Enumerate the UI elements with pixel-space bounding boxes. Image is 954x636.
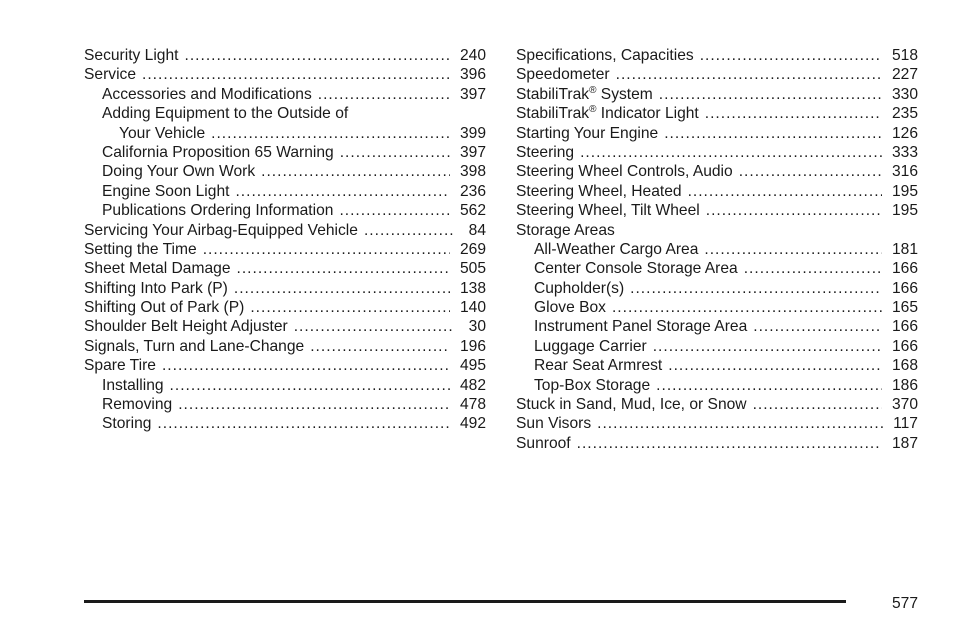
index-entry-label: All-Weather Cargo Area	[534, 240, 699, 258]
index-entry-label: Storage Areas	[516, 221, 615, 239]
index-entry-page: 30	[468, 318, 486, 336]
index-entry	[516, 259, 918, 278]
index-entry-page: 333	[891, 143, 918, 161]
index-entry-label: Specifications, Capacities	[516, 47, 694, 64]
dot-leader	[184, 46, 449, 65]
dot-leader	[753, 395, 882, 414]
index-entry-page: 240	[459, 47, 486, 64]
dot-leader	[597, 414, 883, 433]
index-entry-label: Top-Box Storage	[534, 376, 651, 394]
index-entry-label: California Proposition 65 Warning	[102, 143, 334, 161]
index-entry-page: 117	[893, 415, 918, 433]
index-entry	[516, 395, 918, 414]
index-entry-page: 370	[891, 396, 918, 414]
dot-leader	[577, 434, 882, 453]
index-entry	[516, 85, 918, 104]
dot-leader	[318, 85, 450, 104]
index-entry-label: Sun Visors	[516, 415, 592, 433]
index-entry-page: 399	[459, 124, 486, 142]
index-entry	[84, 65, 486, 84]
index-entry-label: Sheet Metal Damage	[84, 260, 231, 278]
dot-leader	[706, 201, 882, 220]
index-entry-label: Shoulder Belt Height Adjuster	[84, 318, 288, 336]
index-entry-label: Shifting Out of Park (P)	[84, 299, 245, 317]
index-entry-page: 126	[891, 124, 918, 142]
index-entry-page: 165	[891, 299, 918, 317]
index-entry-page: 166	[891, 260, 918, 278]
index-column-right	[516, 46, 918, 453]
dot-leader	[142, 65, 450, 84]
dot-leader	[630, 279, 882, 298]
index-entry	[84, 124, 486, 143]
index-entry-page: 505	[459, 260, 486, 278]
index-entry	[516, 104, 918, 123]
dot-leader	[178, 395, 450, 414]
index-entry	[516, 298, 918, 317]
dot-leader	[170, 376, 450, 395]
dot-leader	[261, 162, 450, 181]
index-entry-page: 397	[459, 85, 486, 103]
index-entry	[84, 201, 486, 220]
index-entry	[516, 376, 918, 395]
index-entry-page: 187	[891, 434, 918, 452]
index-entry-label: Installing	[102, 376, 164, 394]
index-entry	[516, 124, 918, 143]
dot-leader	[310, 337, 450, 356]
dot-leader	[294, 317, 454, 336]
index-entry-label: Publications Ordering Information	[102, 202, 334, 220]
index-entry-page: 492	[459, 415, 486, 433]
index-entry-page: 195	[891, 182, 918, 200]
footer-rule	[84, 600, 846, 603]
dot-leader	[162, 356, 450, 375]
dot-leader	[668, 356, 882, 375]
index-entry-label: Sunroof	[516, 434, 571, 452]
dot-leader	[250, 298, 450, 317]
dot-leader	[364, 221, 454, 240]
index-entry-label: Security Light	[84, 47, 179, 64]
index-entry-page: 195	[891, 202, 918, 220]
index-entry-label: Rear Seat Armrest	[534, 357, 663, 375]
dot-leader	[744, 259, 882, 278]
dot-leader	[704, 240, 882, 259]
index-entry-label: Starting Your Engine	[516, 124, 659, 142]
index-entry	[516, 317, 918, 336]
index-entry	[84, 298, 486, 317]
index-entry-label: Stuck in Sand, Mud, Ice, or Snow	[516, 396, 747, 414]
index-entry-page: 138	[459, 279, 486, 297]
index-entry-label: StabiliTrak® Indicator Light	[516, 103, 699, 123]
index-entry-label: Service	[84, 66, 136, 84]
dot-leader	[211, 124, 450, 143]
dot-leader	[664, 124, 882, 143]
index-entry-label: Removing	[102, 396, 173, 414]
index-entry-label: Spare Tire	[84, 357, 156, 375]
dot-leader	[753, 317, 882, 336]
dot-leader	[237, 259, 450, 278]
index-entry-page: 495	[459, 357, 486, 375]
index-entry	[84, 221, 486, 240]
index-entry-page: 84	[468, 221, 486, 239]
index-column-left	[84, 46, 486, 434]
index-entry-page: 396	[459, 66, 486, 84]
index-entry-label: Adding Equipment to the Outside of	[102, 105, 349, 123]
index-entry-label: Setting the Time	[84, 240, 197, 258]
index-entry	[516, 162, 918, 181]
index-entry-label: Doing Your Own Work	[102, 163, 256, 181]
index-entry-label: Your Vehicle	[119, 124, 206, 142]
registered-mark: ®	[589, 84, 597, 96]
index-entry-label: Speedometer	[516, 66, 610, 84]
dot-leader	[616, 65, 882, 84]
index-entry-page: 562	[459, 202, 486, 220]
index-entry	[516, 240, 918, 259]
index-entry	[84, 182, 486, 201]
index-entry-label: Cupholder(s)	[534, 279, 625, 297]
index-entry	[84, 356, 486, 375]
index-entry-label: Steering	[516, 143, 575, 161]
index-entry-page: 166	[891, 318, 918, 336]
registered-mark: ®	[589, 103, 597, 115]
dot-leader	[157, 414, 450, 433]
dot-leader	[235, 182, 450, 201]
index-entry-page: 186	[891, 376, 918, 394]
dot-leader	[700, 46, 882, 65]
index-entry-page: 166	[891, 337, 918, 355]
index-entry-page: 518	[891, 47, 918, 64]
dot-leader	[234, 279, 450, 298]
index-entry-label: Storing	[102, 415, 152, 433]
index-entry	[84, 46, 486, 65]
index-entry-label: Engine Soon Light	[102, 182, 230, 200]
dot-leader	[659, 85, 882, 104]
index-entry-page: 269	[459, 240, 486, 258]
dot-leader	[688, 182, 882, 201]
dot-leader	[705, 104, 882, 123]
index-entry-label: Instrument Panel Storage Area	[534, 318, 748, 336]
dot-leader	[580, 143, 882, 162]
index-entry-page: 236	[459, 182, 486, 200]
index-entry	[84, 240, 486, 259]
index-entry-label: Servicing Your Airbag-Equipped Vehicle	[84, 221, 358, 239]
index-entry-page: 140	[459, 299, 486, 317]
index-entry	[516, 279, 918, 298]
index-entry	[516, 182, 918, 201]
dot-leader	[340, 143, 450, 162]
index-entry-page: 196	[459, 337, 486, 355]
index-entry-label: StabiliTrak® System	[516, 84, 653, 103]
index-entry	[84, 259, 486, 278]
index-entry-page: 235	[891, 105, 918, 123]
index-entry	[516, 143, 918, 162]
index-entry-page: 168	[891, 357, 918, 375]
index-entry-label: Steering Wheel Controls, Audio	[516, 163, 733, 181]
index-entry	[516, 356, 918, 375]
index-entry-label: Steering Wheel, Tilt Wheel	[516, 202, 700, 220]
index-entry-page: 166	[891, 279, 918, 297]
index-entry-page: 398	[459, 163, 486, 181]
page-number: 577	[891, 595, 918, 612]
index-entry	[84, 376, 486, 395]
index-entry	[516, 65, 918, 84]
index-entry-page: 397	[459, 143, 486, 161]
dot-leader	[612, 298, 882, 317]
index-entry	[516, 414, 918, 433]
index-entry	[516, 221, 918, 240]
index-entry	[84, 337, 486, 356]
index-entry-label: Accessories and Modifications	[102, 85, 312, 103]
index-entry-page: 478	[459, 396, 486, 414]
index-entry	[516, 201, 918, 220]
index-entry-page: 227	[891, 66, 918, 84]
dot-leader	[739, 162, 882, 181]
index-entry-label: Steering Wheel, Heated	[516, 182, 682, 200]
dot-leader	[203, 240, 450, 259]
index-entry	[84, 395, 486, 414]
index-entry	[516, 434, 918, 453]
dot-leader	[339, 201, 450, 220]
index-entry	[84, 279, 486, 298]
index-entry	[516, 46, 918, 65]
index-entry	[84, 162, 486, 181]
index-entry-label: Luggage Carrier	[534, 337, 647, 355]
dot-leader	[656, 376, 882, 395]
index-entry	[84, 414, 486, 433]
index-entry-label: Glove Box	[534, 299, 606, 317]
index-entry-page: 316	[891, 163, 918, 181]
index-entry	[84, 85, 486, 104]
index-entry-page: 181	[891, 240, 918, 258]
index-entry-label: Signals, Turn and Lane-Change	[84, 337, 305, 355]
index-entry	[84, 104, 486, 123]
index-entry	[84, 317, 486, 336]
index-entry	[516, 337, 918, 356]
index-entry	[84, 143, 486, 162]
index-entry-page: 330	[891, 85, 918, 103]
index-entry-label: Center Console Storage Area	[534, 260, 738, 278]
index-entry-page: 482	[459, 376, 486, 394]
index-entry-label: Shifting Into Park (P)	[84, 279, 228, 297]
dot-leader	[653, 337, 882, 356]
